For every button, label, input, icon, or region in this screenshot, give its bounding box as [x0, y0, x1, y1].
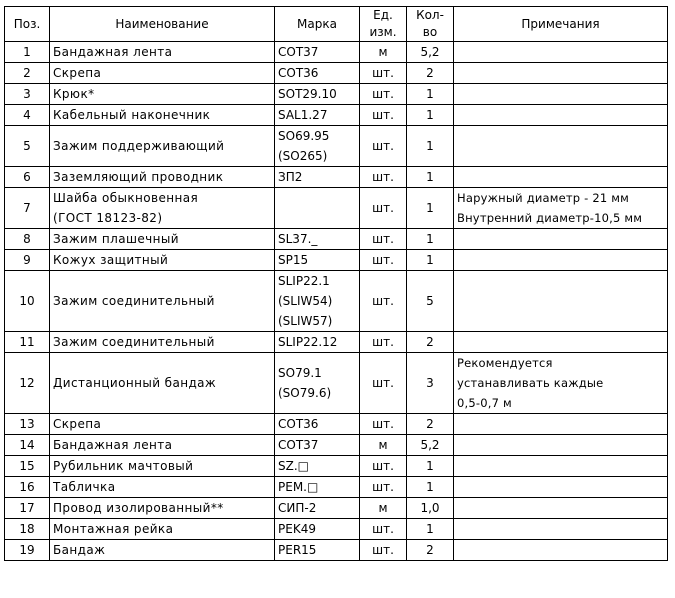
- cell-name: [50, 229, 275, 250]
- header-text: во: [422, 25, 438, 39]
- cell-name: [50, 84, 275, 105]
- table-row: [5, 229, 668, 250]
- header-pos: [5, 7, 50, 42]
- header-text: Марка: [297, 16, 337, 31]
- cell-mark: [275, 271, 360, 332]
- cell-note: [454, 540, 668, 561]
- cell-mark-text: PER15: [278, 543, 317, 557]
- cell-pos: 15: [5, 456, 50, 477]
- cell-mark-text: SAL1.27: [278, 108, 328, 122]
- cell-note-text: 0,5-0,7 м: [457, 396, 512, 410]
- cell-unit: шт.: [360, 353, 407, 414]
- cell-mark-text: COT36: [278, 417, 319, 431]
- cell-qty: 1: [407, 250, 454, 271]
- table-row: [5, 271, 668, 332]
- header-text: Поз.: [13, 16, 41, 31]
- cell-mark: [275, 126, 360, 167]
- cell-qty: 5: [407, 271, 454, 332]
- cell-name-text: Бандажная лента: [53, 45, 173, 59]
- table-row: [5, 63, 668, 84]
- table-row: [5, 540, 668, 561]
- cell-note: [454, 477, 668, 498]
- cell-pos: 12: [5, 353, 50, 414]
- table-row: [5, 519, 668, 540]
- cell-note-text: Внутренний диаметр-10,5 мм: [457, 211, 643, 225]
- cell-unit: шт.: [360, 126, 407, 167]
- cell-mark-text: SOT29.10: [278, 87, 337, 101]
- table-body: [5, 42, 668, 561]
- cell-note: [454, 105, 668, 126]
- cell-name-text: Зажим плашечный: [53, 232, 179, 246]
- table-row: [5, 126, 668, 167]
- cell-unit: шт.: [360, 229, 407, 250]
- cell-qty: 2: [407, 414, 454, 435]
- cell-unit: шт.: [360, 456, 407, 477]
- cell-name: [50, 540, 275, 561]
- header-name: [50, 7, 275, 42]
- cell-mark: [275, 250, 360, 271]
- cell-mark-text: SO69.95: [278, 129, 330, 143]
- cell-mark-text: (SO79.6): [278, 386, 332, 400]
- cell-name-text: Бандажная лента: [53, 438, 173, 452]
- cell-qty: 5,2: [407, 435, 454, 456]
- cell-qty: 1: [407, 519, 454, 540]
- cell-pos: 7: [5, 188, 50, 229]
- cell-pos: 18: [5, 519, 50, 540]
- cell-name: [50, 105, 275, 126]
- cell-note: [454, 42, 668, 63]
- cell-note-text: Наружный диаметр - 21 мм: [457, 191, 630, 205]
- cell-mark: [275, 188, 360, 229]
- table-row: [5, 105, 668, 126]
- cell-unit: шт.: [360, 519, 407, 540]
- cell-mark: [275, 84, 360, 105]
- cell-name-text: Монтажная рейка: [53, 522, 174, 536]
- cell-qty: 1: [407, 126, 454, 167]
- cell-qty: 2: [407, 540, 454, 561]
- cell-mark-text: SZ.□: [278, 459, 309, 473]
- cell-qty: 1,0: [407, 498, 454, 519]
- header-text: Примечания: [521, 16, 600, 31]
- cell-name-text: (ГОСТ 18123-82): [53, 211, 163, 225]
- table-row: [5, 42, 668, 63]
- table-row: [5, 353, 668, 414]
- cell-name-text: Кожух защитный: [53, 253, 169, 267]
- cell-name-text: Шайба обыкновенная: [53, 191, 199, 205]
- cell-pos: 3: [5, 84, 50, 105]
- cell-pos: 9: [5, 250, 50, 271]
- cell-name: [50, 42, 275, 63]
- cell-name-text: Зажим поддерживающий: [53, 139, 225, 153]
- cell-pos: 13: [5, 414, 50, 435]
- cell-pos: 6: [5, 167, 50, 188]
- cell-mark-text: SP15: [278, 253, 309, 267]
- cell-unit: шт.: [360, 167, 407, 188]
- cell-mark: [275, 167, 360, 188]
- cell-mark-text: SL37._: [278, 232, 318, 246]
- cell-mark-text: SLIP22.12: [278, 335, 338, 349]
- cell-name-text: Табличка: [53, 480, 116, 494]
- cell-unit: шт.: [360, 84, 407, 105]
- cell-unit: шт.: [360, 271, 407, 332]
- cell-pos: 4: [5, 105, 50, 126]
- table-row: [5, 498, 668, 519]
- cell-name-text: Рубильник мачтовый: [53, 459, 194, 473]
- cell-mark: [275, 42, 360, 63]
- cell-note: [454, 250, 668, 271]
- cell-mark: [275, 229, 360, 250]
- cell-unit: шт.: [360, 105, 407, 126]
- cell-pos: 17: [5, 498, 50, 519]
- cell-name: [50, 456, 275, 477]
- header-note: [454, 7, 668, 42]
- cell-name: [50, 435, 275, 456]
- cell-note: [454, 414, 668, 435]
- cell-name-text: Кабельный наконечник: [53, 108, 211, 122]
- cell-mark: [275, 414, 360, 435]
- cell-note: [454, 332, 668, 353]
- cell-mark-text: SLIP22.1: [278, 274, 330, 288]
- cell-name: [50, 498, 275, 519]
- cell-unit: шт.: [360, 477, 407, 498]
- cell-note: [454, 498, 668, 519]
- cell-note: [454, 519, 668, 540]
- table-row: [5, 456, 668, 477]
- table-row: [5, 250, 668, 271]
- cell-pos: 10: [5, 271, 50, 332]
- cell-mark: [275, 105, 360, 126]
- cell-note: [454, 167, 668, 188]
- cell-pos: 19: [5, 540, 50, 561]
- cell-mark: [275, 435, 360, 456]
- cell-name-text: Провод изолированный**: [53, 501, 224, 515]
- cell-note: [454, 353, 668, 414]
- cell-note: [454, 63, 668, 84]
- cell-mark-text: COT36: [278, 66, 319, 80]
- cell-qty: 2: [407, 332, 454, 353]
- table-row: [5, 167, 668, 188]
- header-text: изм.: [369, 25, 397, 39]
- cell-name: [50, 519, 275, 540]
- cell-name: [50, 332, 275, 353]
- table-row: [5, 84, 668, 105]
- cell-mark-text: (SLIW54): [278, 294, 333, 308]
- cell-note-text: устанавливать каждые: [457, 376, 604, 390]
- cell-mark-text: COT37: [278, 438, 319, 452]
- cell-mark-text: SO79.1: [278, 366, 322, 380]
- cell-name: [50, 477, 275, 498]
- cell-qty: 1: [407, 188, 454, 229]
- cell-mark: [275, 63, 360, 84]
- cell-name-text: Скрепа: [53, 66, 102, 80]
- cell-name: [50, 271, 275, 332]
- cell-mark: [275, 477, 360, 498]
- cell-pos: 5: [5, 126, 50, 167]
- cell-name-text: Заземляющий проводник: [53, 170, 224, 184]
- cell-mark: [275, 456, 360, 477]
- cell-qty: 5,2: [407, 42, 454, 63]
- cell-pos: 16: [5, 477, 50, 498]
- cell-unit: шт.: [360, 332, 407, 353]
- cell-name: [50, 63, 275, 84]
- cell-mark-text: (SLIW57): [278, 314, 333, 328]
- cell-unit: шт.: [360, 188, 407, 229]
- cell-unit: шт.: [360, 540, 407, 561]
- cell-note: [454, 188, 668, 229]
- cell-pos: 14: [5, 435, 50, 456]
- cell-name-text: Скрепа: [53, 417, 102, 431]
- cell-note: [454, 229, 668, 250]
- cell-pos: 11: [5, 332, 50, 353]
- cell-qty: 1: [407, 105, 454, 126]
- cell-mark: [275, 353, 360, 414]
- cell-name: [50, 353, 275, 414]
- cell-qty: 1: [407, 167, 454, 188]
- table-row: [5, 332, 668, 353]
- cell-unit: м: [360, 435, 407, 456]
- cell-note: [454, 456, 668, 477]
- cell-qty: 1: [407, 84, 454, 105]
- cell-unit: шт.: [360, 414, 407, 435]
- cell-pos: 1: [5, 42, 50, 63]
- cell-mark-text: СИП-2: [278, 501, 317, 515]
- cell-unit: шт.: [360, 250, 407, 271]
- header-text: Кол-: [416, 8, 444, 22]
- cell-qty: 3: [407, 353, 454, 414]
- cell-note: [454, 126, 668, 167]
- cell-name-text: Крюк*: [53, 87, 95, 101]
- header-mark: [275, 7, 360, 42]
- cell-name-text: Бандаж: [53, 543, 106, 557]
- cell-name: [50, 250, 275, 271]
- table-row: [5, 477, 668, 498]
- cell-unit: м: [360, 42, 407, 63]
- header-text: Ед.: [373, 8, 393, 22]
- cell-unit: м: [360, 498, 407, 519]
- cell-name: [50, 414, 275, 435]
- cell-note: [454, 84, 668, 105]
- cell-name-text: Зажим соединительный: [53, 335, 215, 349]
- cell-mark: [275, 519, 360, 540]
- header-qty: [407, 7, 454, 42]
- cell-name: [50, 167, 275, 188]
- cell-note-text: Рекомендуется: [457, 356, 553, 370]
- cell-pos: 8: [5, 229, 50, 250]
- table-row: [5, 414, 668, 435]
- cell-name: [50, 188, 275, 229]
- specification-table: [4, 6, 668, 561]
- cell-pos: 2: [5, 63, 50, 84]
- table-row: [5, 188, 668, 229]
- table-header: [5, 7, 668, 42]
- cell-qty: 1: [407, 456, 454, 477]
- cell-name-text: Зажим соединительный: [53, 294, 215, 308]
- cell-mark-text: (SO265): [278, 149, 328, 163]
- table-row: [5, 435, 668, 456]
- cell-mark: [275, 498, 360, 519]
- cell-name-text: Дистанционный бандаж: [53, 376, 217, 390]
- cell-mark-text: PEK49: [278, 522, 316, 536]
- cell-note: [454, 271, 668, 332]
- cell-qty: 1: [407, 229, 454, 250]
- cell-note: [454, 435, 668, 456]
- cell-qty: 1: [407, 477, 454, 498]
- header-text: Наименование: [115, 16, 209, 31]
- cell-mark: [275, 540, 360, 561]
- cell-unit: шт.: [360, 63, 407, 84]
- cell-mark-text: PEM.□: [278, 480, 319, 494]
- cell-mark: [275, 332, 360, 353]
- cell-mark-text: ЗП2: [278, 170, 303, 184]
- cell-mark-text: COT37: [278, 45, 319, 59]
- header-row: [5, 7, 668, 42]
- header-unit: [360, 7, 407, 42]
- cell-qty: 2: [407, 63, 454, 84]
- cell-name: [50, 126, 275, 167]
